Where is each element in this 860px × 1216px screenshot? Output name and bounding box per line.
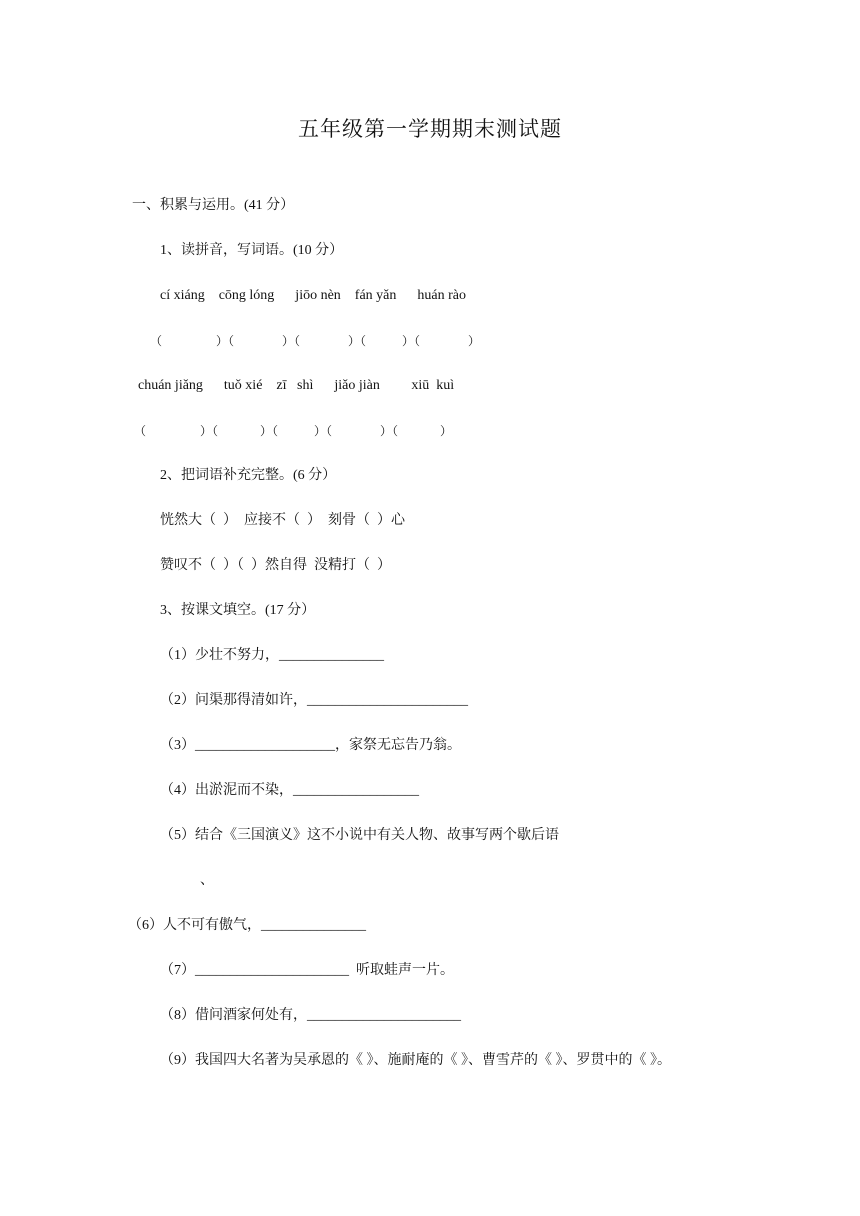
page-title: 五年级第一学期期末测试题 [298, 117, 562, 141]
q3-item-5-separator: 、 [200, 873, 214, 888]
q1-answer-blanks-row-1: （ ）（ ）（ ）（ ）（ ） [150, 334, 481, 348]
q3-item-5: （5）结合《三国演义》这不小说中有关人物、故事写两个歇后语 [160, 828, 559, 843]
q1-answer-blanks-row-2: （ ）（ ）（ ）（ ）（ ） [134, 424, 453, 438]
q3-item-2: （2）问渠那得清如许，_______________________ [160, 693, 468, 708]
q2-line-2: 赞叹不（ ）（ ）然自得 没精打（ ） [160, 558, 391, 573]
q1-heading: 1、读拼音，写词语。(10 分） [160, 243, 344, 258]
q1-pinyin-row-1: cí xiáng cōng lóng jiōo nèn fán yǎn huán rào [160, 288, 466, 303]
q2-line-1: 恍然大（ ） 应接不（ ） 刻骨（ ）心 [160, 513, 405, 528]
q3-item-7: （7）______________________ 听取蛙声一片。 [160, 963, 454, 978]
q2-heading: 2、把词语补充完整。(6 分） [160, 468, 337, 483]
q3-item-1: （1）少壮不努力，_______________ [160, 648, 384, 663]
q3-item-6: （6）人不可有傲气，_______________ [128, 918, 366, 933]
q3-item-4: （4）出淤泥而不染，__________________ [160, 783, 419, 798]
q3-heading: 3、按课文填空。(17 分） [160, 603, 316, 618]
section-1-heading: 一、积累与运用。(41 分） [132, 198, 295, 213]
q3-item-9: （9）我国四大名著为吴承恩的《 》、施耐庵的《 》、曹雪芹的《 》、罗贯中的《 》。 [160, 1053, 671, 1068]
q3-item-3: （3）____________________，家祭无忘告乃翁。 [160, 738, 461, 753]
q1-pinyin-row-2: chuán jiǎng tuǒ xié zī shì jiǎo jiàn xiū kuì [138, 378, 455, 393]
q3-item-8: （8）借问酒家何处有，______________________ [160, 1008, 461, 1023]
